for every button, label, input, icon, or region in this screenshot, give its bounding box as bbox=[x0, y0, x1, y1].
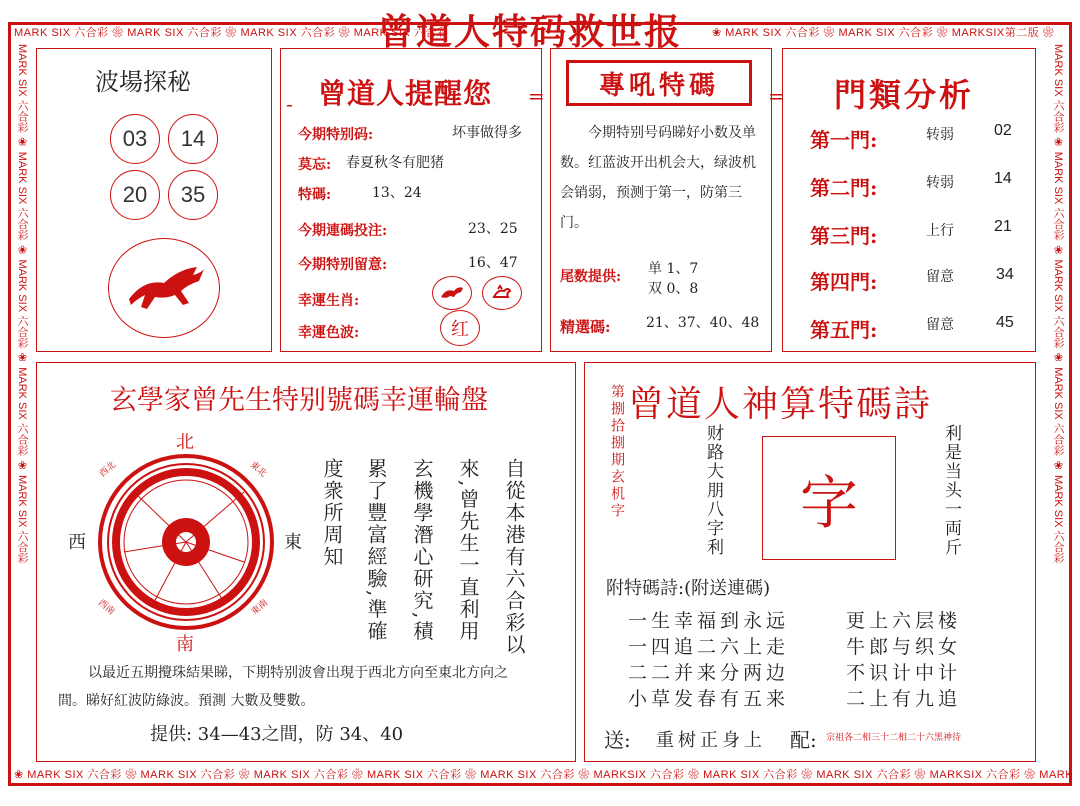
reminder-label: 莫忘: bbox=[298, 157, 332, 173]
door-desc: 转弱 bbox=[926, 127, 954, 143]
door-desc: 上行 bbox=[926, 223, 954, 239]
lucky-wheel bbox=[94, 452, 278, 632]
tail-label: 尾数提供: bbox=[560, 269, 622, 285]
ne-label: 東北 bbox=[247, 460, 269, 480]
wheel-column: 累了豐富經驗,準確 bbox=[364, 458, 388, 643]
top-right-strip: ❀ MARK SIX 六合彩 ❀ MARK SIX 六合彩 ❀ MARKSIX第二版 ❀ bbox=[712, 27, 1055, 39]
connector: = bbox=[768, 84, 785, 108]
horse-circle bbox=[108, 238, 220, 338]
wave-number: 20 bbox=[110, 170, 160, 220]
left-side-strip: MARK SIX 六合彩 ❀ MARK SIX 六合彩 ❀ MARK SIX 六合彩 ❀ MARK SIX 六合彩 ❀ MARK SIX 六合彩 bbox=[16, 44, 28, 564]
select-label: 精選碼: bbox=[560, 318, 611, 336]
wave-number: 14 bbox=[168, 114, 218, 164]
reminder-label: 今期特别留意: bbox=[298, 257, 388, 273]
poem-col-mid: 财路大朋八字利 bbox=[703, 424, 723, 557]
send-label: 送: bbox=[604, 728, 631, 752]
door-desc: 留意 bbox=[926, 317, 954, 333]
tail-double: 双 0、8 bbox=[648, 281, 699, 297]
wheel-column: 來,曾先生一直利用 bbox=[456, 458, 480, 643]
poem-col-right: 利是当头一両斤 bbox=[941, 424, 961, 557]
special-title-box: 專吼特碼 bbox=[566, 60, 752, 106]
wave-number: 03 bbox=[110, 114, 160, 164]
poem-line-right: 不识计中计 bbox=[846, 662, 962, 684]
zodiac-circle bbox=[482, 276, 522, 310]
poem-line-left: 小草发春有五来 bbox=[628, 688, 790, 710]
top-left-strip: MARK SIX 六合彩 ❀ MARK SIX 六合彩 ❀ MARK SIX 六合彩 ❀ MARK SIX 六合彩 bbox=[14, 27, 449, 39]
select-value: 21、37、40、48 bbox=[646, 315, 760, 331]
wheel-provide: 提供: 34—43之間，防 34、40 bbox=[150, 724, 404, 745]
reminder-title: 曾道人提醒您 bbox=[318, 77, 493, 110]
reminder-label: 幸運色波: bbox=[298, 325, 360, 341]
door-label: 第四門: bbox=[810, 270, 878, 294]
door-label: 第三門: bbox=[810, 224, 878, 248]
poem-line-left: 一四追二六上走 bbox=[628, 636, 790, 658]
door-label: 第五門: bbox=[810, 318, 878, 342]
east-label: 東 bbox=[284, 532, 302, 553]
poem-line-left: 二二并来分两边 bbox=[628, 662, 790, 684]
color-circle: 红 bbox=[440, 310, 480, 346]
connector: = bbox=[528, 84, 545, 108]
door-desc: 留意 bbox=[926, 269, 954, 285]
door-desc: 转弱 bbox=[926, 175, 954, 191]
match-value: 宗祖各二相三十二相二十六黑神待 bbox=[826, 733, 962, 743]
poem-sub-label: 附特碼詩:(附送連碼) bbox=[606, 578, 771, 599]
sw-label: 西南 bbox=[95, 598, 117, 618]
door-num: 21 bbox=[994, 218, 1012, 235]
reminder-label: 今期連碼投注: bbox=[298, 223, 388, 239]
wheel-bottom-line1: 以最近五期攪珠結果睇，下期特别波會出現于西北方向至東北方向之 bbox=[88, 665, 508, 681]
send-value: 重树正身上 bbox=[656, 730, 766, 751]
door-label: 第一門: bbox=[810, 128, 878, 152]
wave-number: 35 bbox=[168, 170, 218, 220]
poem-line-left: 一生幸福到永远 bbox=[628, 610, 790, 632]
door-label: 第二門: bbox=[810, 176, 878, 200]
reminder-value: 春夏秋冬有肥猪 bbox=[346, 155, 444, 171]
west-label: 西 bbox=[68, 532, 86, 553]
dog-icon bbox=[438, 283, 466, 303]
wheel-column: 度衆所周知 bbox=[320, 458, 344, 568]
wheel-column: 玄機學潛心研究,積 bbox=[410, 458, 434, 643]
horse-icon bbox=[109, 239, 221, 339]
zodiac-circle bbox=[432, 276, 472, 310]
door-num: 34 bbox=[996, 266, 1014, 283]
center-char-box: 字 bbox=[762, 436, 896, 560]
poem-line-right: 牛郎与织女 bbox=[846, 636, 962, 658]
door-num: 02 bbox=[994, 122, 1012, 139]
wave-title: 波場探秘 bbox=[95, 68, 191, 96]
poem-line-right: 二上有九追 bbox=[846, 688, 962, 710]
door-num: 14 bbox=[994, 170, 1012, 187]
door-num: 45 bbox=[996, 314, 1014, 331]
north-label: 北 bbox=[176, 432, 194, 453]
bottom-strip: ❀ MARK SIX 六合彩 ❀ MARK SIX 六合彩 ❀ MARK SIX 六合彩 ❀ MARK SIX 六合彩 ❀ MARK SIX 六合彩 ❀ MARKSIX 六合彩 ❀ MARK SIX 六合彩 ❀ MARK SIX 六合彩 ❀ MARKSIX 六合彩 ❀ MARK bbox=[14, 769, 1074, 781]
nw-label: 西北 bbox=[97, 460, 119, 480]
reminder-label: 今期特别码: bbox=[298, 127, 374, 143]
right-side-strip: MARK SIX 六合彩 ❀ MARK SIX 六合彩 ❀ MARK SIX 六合彩 ❀ MARK SIX 六合彩 ❀ MARK SIX 六合彩 bbox=[1052, 44, 1064, 564]
south-label: 南 bbox=[176, 634, 194, 655]
page-title: 曾道人特码救世报 bbox=[378, 11, 683, 53]
se-label: 東南 bbox=[249, 598, 271, 618]
wheel-bottom-line2: 間。睇好紅波防綠波。預測 大數及雙數。 bbox=[58, 693, 315, 709]
poem-line-right: 更上六层楼 bbox=[846, 610, 962, 632]
reminder-value: 23、25 bbox=[468, 221, 518, 237]
wheel-column: 自從本港有六合彩以 bbox=[502, 458, 526, 656]
wheel-title: 玄學家曾先生特别號碼幸運輪盤 bbox=[110, 385, 488, 416]
doors-title: 門類分析 bbox=[834, 76, 975, 114]
reminder-value: 13、24 bbox=[372, 185, 422, 201]
poem-col-left: 第捌拾捌期玄机字 bbox=[609, 384, 625, 520]
poem-title: 曾道人神算特碼詩 bbox=[628, 384, 933, 425]
special-text: 今期特别号码睇好小数及单数。红蓝波开出机会大，绿波机会销弱，预测于第一，防第三门。 bbox=[560, 125, 756, 231]
reminder-label: 特碼: bbox=[298, 187, 332, 203]
reminder-label: 幸運生肖: bbox=[298, 293, 360, 309]
reminder-value: 坏事做得多 bbox=[452, 125, 522, 141]
reminder-value: 16、47 bbox=[468, 255, 518, 271]
rooster-icon bbox=[488, 283, 516, 303]
match-label: 配: bbox=[790, 728, 817, 752]
tail-single: 单 1、7 bbox=[648, 261, 699, 277]
reminder-dash: - bbox=[286, 92, 293, 116]
